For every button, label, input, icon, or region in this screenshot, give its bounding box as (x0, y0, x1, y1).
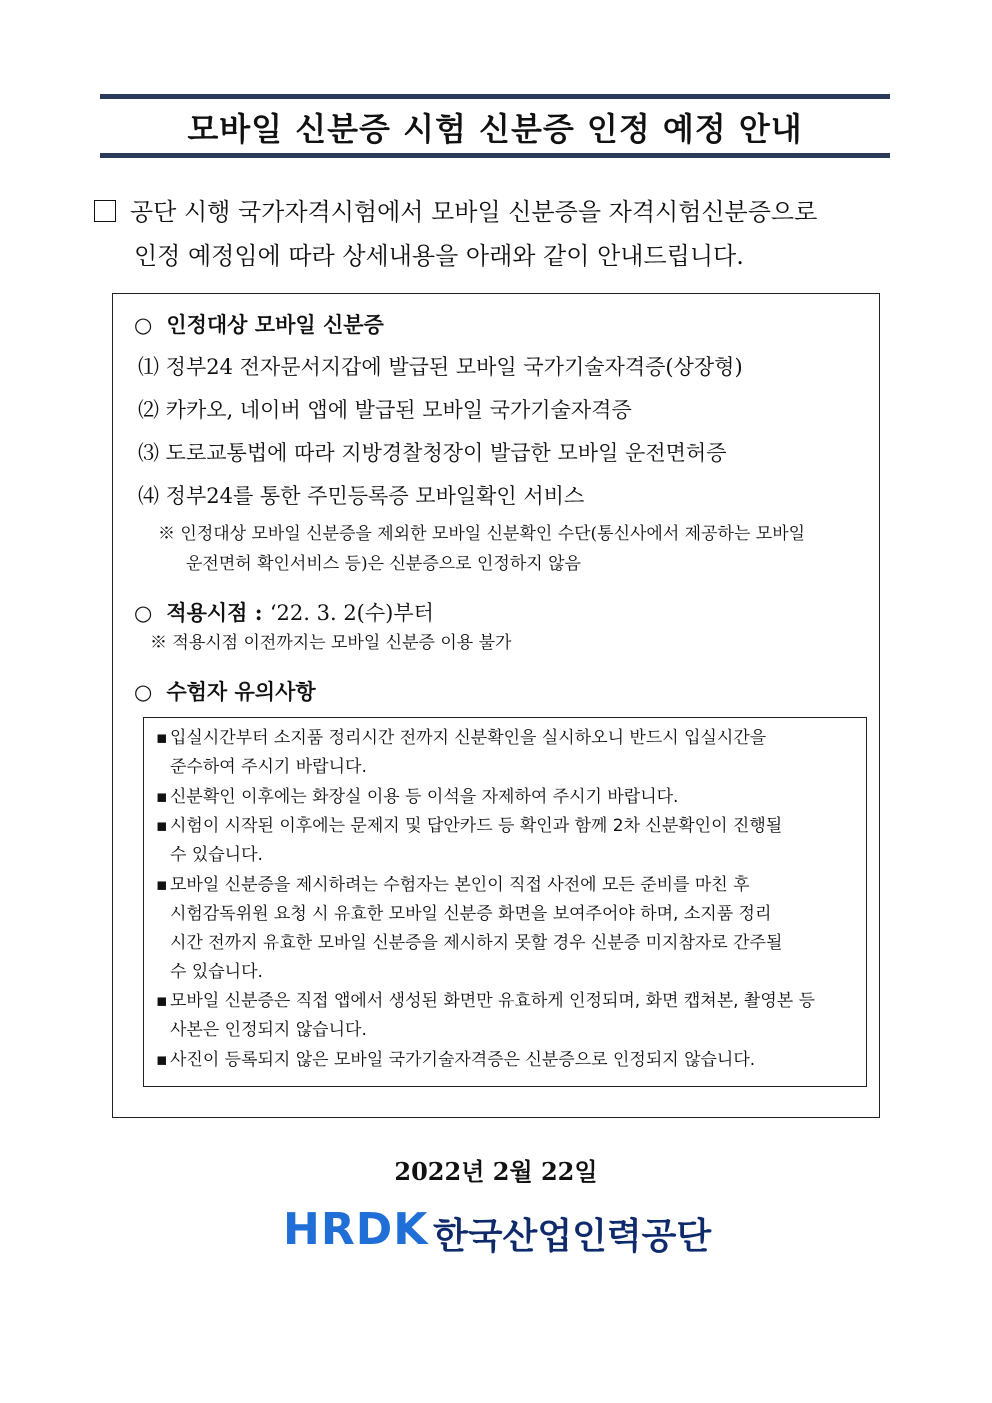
circle-bullet-icon: ○ (134, 601, 153, 625)
section-candidate-notes-heading: ○ 수험자 유의사항 (134, 679, 316, 704)
eligible-note-line-1: ※ 인정대상 모바일 신분증을 제외한 모바일 신분확인 수단(통신사에서 제공하는 모바일 (158, 524, 806, 544)
intro-line-1: 공단 시행 국가자격시험에서 모바일 신분증을 자격시험신분증으로 (130, 198, 818, 226)
page-title: 모바일 신분증 시험 신분증 인정 예정 안내 (187, 110, 803, 148)
effective-date-value: ‘22. 3. 2(수)부터 (269, 601, 434, 625)
intro-paragraph (94, 190, 914, 278)
title-bottom-rule (100, 153, 890, 158)
eligible-item-4: ⑷ 정부24를 통한 주민등록증 모바일확인 서비스 (138, 484, 585, 508)
section-effective-date: ○ 적용시점 : ‘22. 3. 2(수)부터 (134, 600, 434, 625)
eligible-item-2: ⑵ 카카오, 네이버 앱에 발급된 모바일 국가기술자격증 (138, 398, 632, 422)
title-top-rule (100, 94, 890, 99)
circle-bullet-icon: ○ (134, 680, 153, 704)
notice-item-3: ▪ 시험이 시작된 이후에는 문제지 및 답안카드 등 확인과 함께 2차 신분확인이 진행될 수 있습니다. (156, 816, 783, 865)
organization-name: 한국산업인력공단 (433, 1216, 712, 1257)
notice-item-6: ▪ 사진이 등록되지 않은 모바일 국가기술자격증은 신분증으로 인정되지 않습니다. (156, 1050, 756, 1070)
eligible-item-3: ⑶ 도로교통법에 따라 지방경찰청장이 발급한 모바일 운전면허증 (138, 441, 727, 465)
hrdk-logo-mark: HRDK (283, 1204, 429, 1255)
effective-date-note: ※ 적용시점 이전까지는 모바일 신분증 이용 불가 (150, 633, 512, 653)
eligible-note-line-2: 운전면허 확인서비스 등)은 신분증으로 인정하지 않음 (186, 554, 581, 574)
checkbox-square-icon (94, 200, 116, 222)
eligible-item-1: ⑴ 정부24 전자문서지갑에 발급된 모바일 국가기술자격증(상장형) (138, 355, 743, 379)
intro-line-2: 인정 예정임에 따라 상세내용을 아래와 같이 안내드립니다. (134, 242, 744, 270)
notice-item-1: ▪ 입실시간부터 소지품 정리시간 전까지 신분확인을 실시하오니 반드시 입실시간을 준수하여 주시기 바랍니다. (156, 728, 767, 777)
issue-date: 2022년 2월 22일 (394, 1157, 598, 1186)
circle-bullet-icon: ○ (134, 313, 153, 337)
section-eligible-ids-heading: ○ 인정대상 모바일 신분증 (134, 312, 384, 337)
notice-item-5: ▪ 모바일 신분증은 직접 앱에서 생성된 화면만 유효하게 인정되며, 화면 캡쳐본, 촬영본 등 사본은 인정되지 않습니다. (156, 991, 816, 1040)
notice-item-4: ▪ 모바일 신분증을 제시하려는 수험자는 본인이 직접 사전에 모든 준비를 마친 후 시험감독위원 요청 시 유효한 모바일 신분증 화면을 보여주어야 하며, 소지품 정리 시간 전까지 유효한 모바일 신분증을 제시하지 못할 경우 신분증 미지참자로 간주될 수 있습니다. (156, 875, 783, 982)
notice-item-2: ▪ 신분확인 이후에는 화장실 이용 등 이석을 자제하여 주시기 바랍니다. (156, 787, 679, 807)
hrdk-logo (283, 1204, 723, 1260)
